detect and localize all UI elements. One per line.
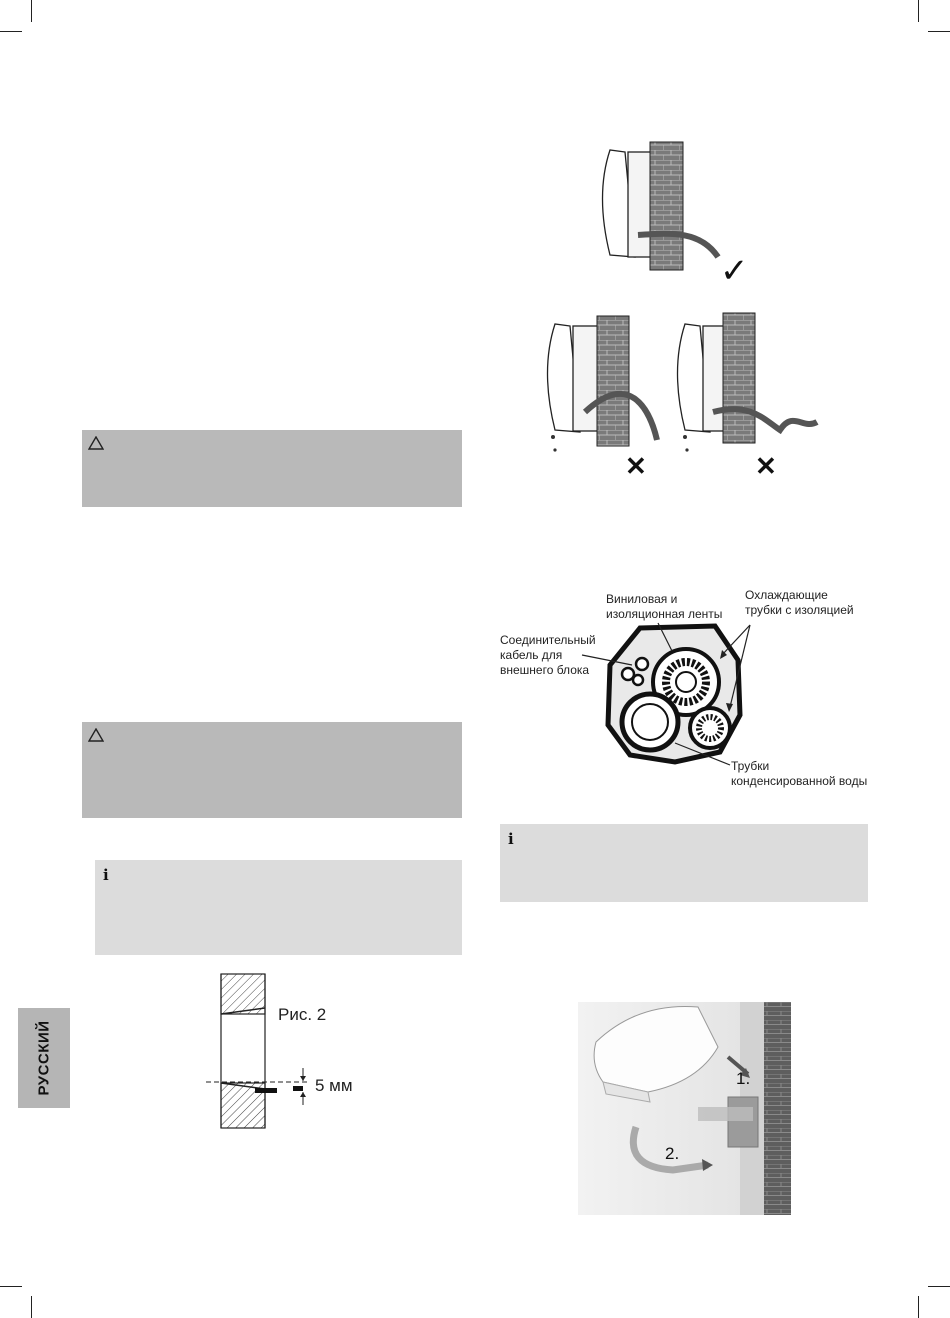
language-tab-label: РУССКИЙ [35, 1020, 53, 1096]
mount-step-1: 1. [736, 1069, 751, 1088]
cable-diagram-leaders [580, 615, 780, 775]
correct-check-icon: ✓ [720, 252, 749, 290]
wrong-x-icon-1: ✕ [625, 451, 647, 481]
label-cooling-pipes-1: Охлаждающие [745, 588, 828, 602]
crop-mark [31, 1296, 32, 1318]
fig2-wall-hole-diagram [200, 968, 370, 1133]
label-connection-cable-2: кабель для [500, 648, 563, 662]
fig2-gap-label: 5 мм [315, 1076, 353, 1095]
mount-step-2: 2. [665, 1144, 680, 1163]
correct-installation [603, 142, 749, 290]
wrong-x-icon-2: ✕ [755, 451, 777, 481]
mounting-illustration [578, 1002, 791, 1215]
crop-mark [0, 31, 22, 32]
label-condensate-pipes-2: конденсированной воды [731, 774, 868, 788]
label-vinyl-tape-2: изоляционная ленты [606, 607, 723, 621]
info-box-2 [500, 824, 868, 902]
info-icon: i [508, 830, 514, 848]
crop-mark [928, 31, 950, 32]
warning-icon [88, 436, 104, 450]
label-cooling-pipes-2: трубки с изоляцией [745, 603, 854, 617]
crop-mark [31, 0, 32, 22]
wrong-installation-1 [548, 316, 658, 481]
info-icon: i [103, 866, 109, 884]
language-tab [18, 1008, 70, 1108]
label-connection-cable-1: Соединительный [500, 633, 596, 647]
wrong-installation-2 [678, 313, 818, 481]
info-box-1 [95, 860, 462, 955]
warning-box-2 [82, 722, 462, 818]
crop-mark [918, 1296, 919, 1318]
crop-mark [0, 1286, 22, 1287]
warning-icon [88, 728, 104, 742]
pipe-routing-diagram [535, 130, 835, 485]
warning-box-1 [82, 430, 462, 507]
label-connection-cable-3: внешнего блока [500, 663, 590, 677]
label-vinyl-tape-1: Виниловая и [606, 592, 678, 606]
crop-mark [918, 0, 919, 22]
fig2-label: Рис. 2 [278, 1005, 327, 1024]
label-condensate-pipes-1: Трубки [731, 759, 770, 773]
crop-mark [928, 1286, 950, 1287]
